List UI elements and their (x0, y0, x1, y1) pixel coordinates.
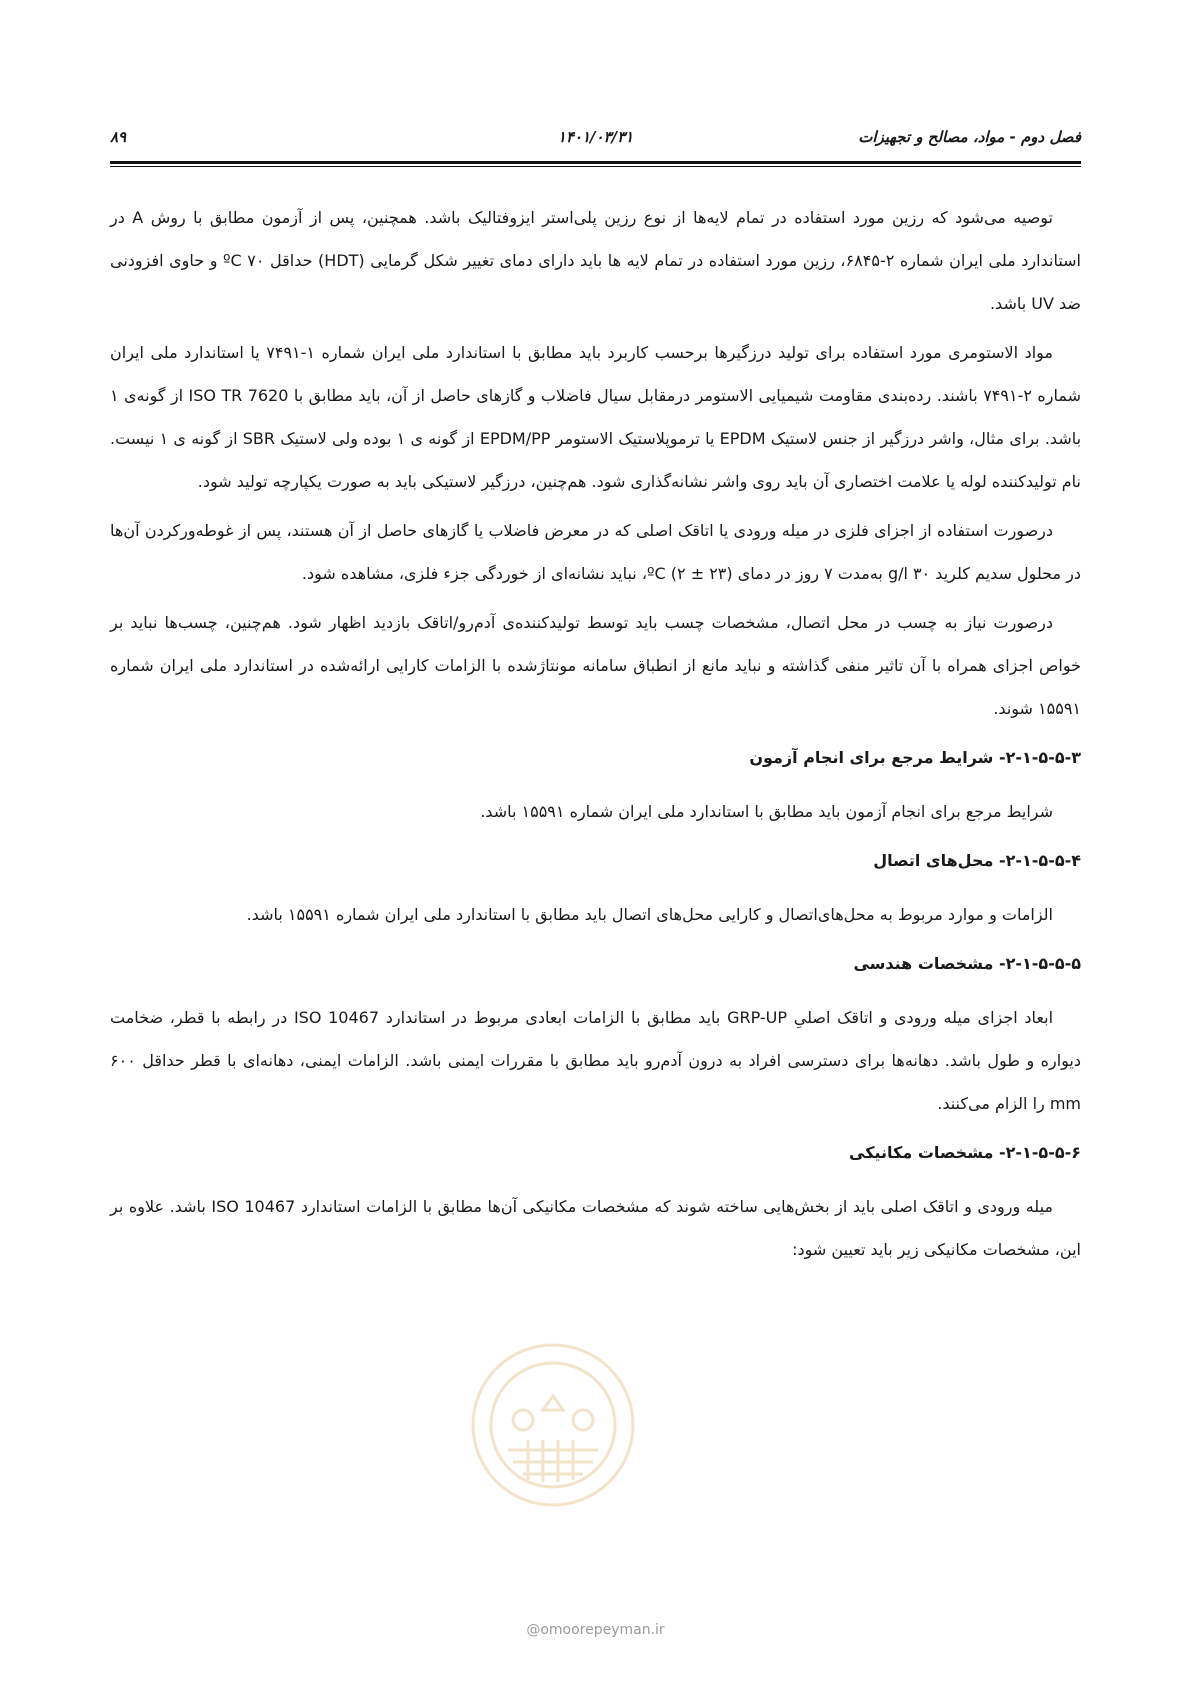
page-header (110, 128, 1081, 156)
header-date: ۱۴۰۱/۰۳/۳۱ (557, 128, 634, 146)
section-paragraph: ابعاد اجزای میله ورودی و اتاقک اصلیِ GRP-UP باید مطابق با الزامات ابعادی مربوط در استاندارد ISO 10467 در رابطه با قطر، ضخامت دیواره و طول باشد. دهانه‌ها برای دسترسی افراد به درون آدم‌رو باید مطابق با مقررات ایمنی باشد. الزامات ایمنی، دهانه‌ای با قطر حداقل ۶۰۰ mm را الزام می‌کنند. (110, 1008, 1081, 1113)
body-paragraph: توصیه می‌شود که رزین مورد استفاده در تمام لایه‌ها از نوع رزین پلی‌استر ایزوفتالیک باشد. همچنین، پس از آزمون مطابق با روش A در استاندارد ملی ایران شماره ۲-۶۸۴۵، رزین مورد استفاده در تمام لایه ها باید دارای دمای تغییر شکل گرمایی (HDT) حداقل ۷۰ ºC و حاوی افزودنی ضد UV باشد. (110, 208, 1081, 313)
header-rule-thin (110, 166, 1081, 167)
section-heading: ۲-۱-۵-۵-۶- مشخصات مکانیکی (849, 1143, 1081, 1162)
body-paragraph: مواد الاستومری مورد استفاده برای تولید درزگیرها برحسب کاربرد باید مطابق با استاندارد ملی ایران شماره ۱-۷۴۹۱ یا استاندارد ملی ایران شماره ۲-۷۴۹۱ باشند. رده‌بندی مقاومت شیمیایی الاستومر درمقابل سیال فاضلاب و گازهای حاصل از آن، باید مطابق با ISO TR 7620 از گونه‌ی ۱ باشد. برای مثال، واشر درزگیر از جنس لاستیک EPDM یا ترموپلاستیک الاستومر EPDM/PP از گونه ی ۱ بوده ولی لاستیک SBR از گونه ی ۱ نیست. نام تولیدکننده لوله یا علامت اختصاری آن باید روی واشر نشانه‌گذاری شود. هم‌چنین، درزگیر لاستیکی باید به صورت یکپارچه تولید شود. (110, 343, 1082, 491)
page-number: ۸۹ (110, 128, 127, 146)
section-heading: ۲-۱-۵-۵-۵- مشخصات هندسی (853, 954, 1081, 973)
document-body (110, 196, 1081, 1277)
body-paragraph: درصورت استفاده از اجزای فلزی در میله ورودی یا اتاقک اصلی که در معرض فاضلاب یا گازهای حاصل از آن هستند، پس از غوطه‌ورکردن آن‌ها در محلول سدیم کلرید ۳۰ g/l به‌مدت ۷ روز در دمای ºC (۲ ± ۲۳)، نباید نشانه‌ای از خوردگی جزء فلزی، مشاهده شود. (110, 521, 1081, 583)
section-heading: ۲-۱-۵-۵-۴- محل‌های اتصال (873, 851, 1081, 870)
section-paragraph: شرایط مرجع برای انجام آزمون باید مطابق با استاندارد ملی ایران شماره ۱۵۵۹۱ باشد. (480, 802, 1053, 821)
section-paragraph: میله ورودی و اتاقک اصلی باید از بخش‌هایی ساخته شوند که مشخصات مکانیکی آن‌ها مطابق با الزامات استاندارد ISO 10467 باشد. علاوه بر این، مشخصات مکانیکی زیر باید تعیین شود: (110, 1197, 1081, 1259)
chapter-title: فصل دوم - مواد، مصالح و تجهیزات (858, 128, 1081, 146)
body-paragraph: درصورت نیاز به چسب در محل اتصال، مشخصات چسب باید توسط تولیدکننده‌ی آدم‌رو/اتاقک بازدید اظهار شود. هم‌چنین، چسب‌ها نباید بر خواص اجزای همراه با آن تاثیر منفی گذاشته و نباید مانع از انطباق سامانه مونتاژشده با الزامات کارایی ارائه‌شده در استاندارد ملی ایران شماره ۱۵۵۹۱ شوند. (110, 613, 1081, 718)
header-rule-thick (110, 161, 1081, 164)
section-heading: ۲-۱-۵-۵-۳- شرایط مرجع برای انجام آزمون (749, 748, 1081, 767)
seal-watermark (468, 1340, 638, 1510)
section-paragraph: الزامات و موارد مربوط به محل‌های‌اتصال و کارایی محل‌های اتصال باید مطابق با استاندارد ملی ایران شماره ۱۵۵۹۱ باشد. (246, 905, 1053, 924)
site-watermark: @omoorepeyman.ir (526, 1622, 665, 1638)
